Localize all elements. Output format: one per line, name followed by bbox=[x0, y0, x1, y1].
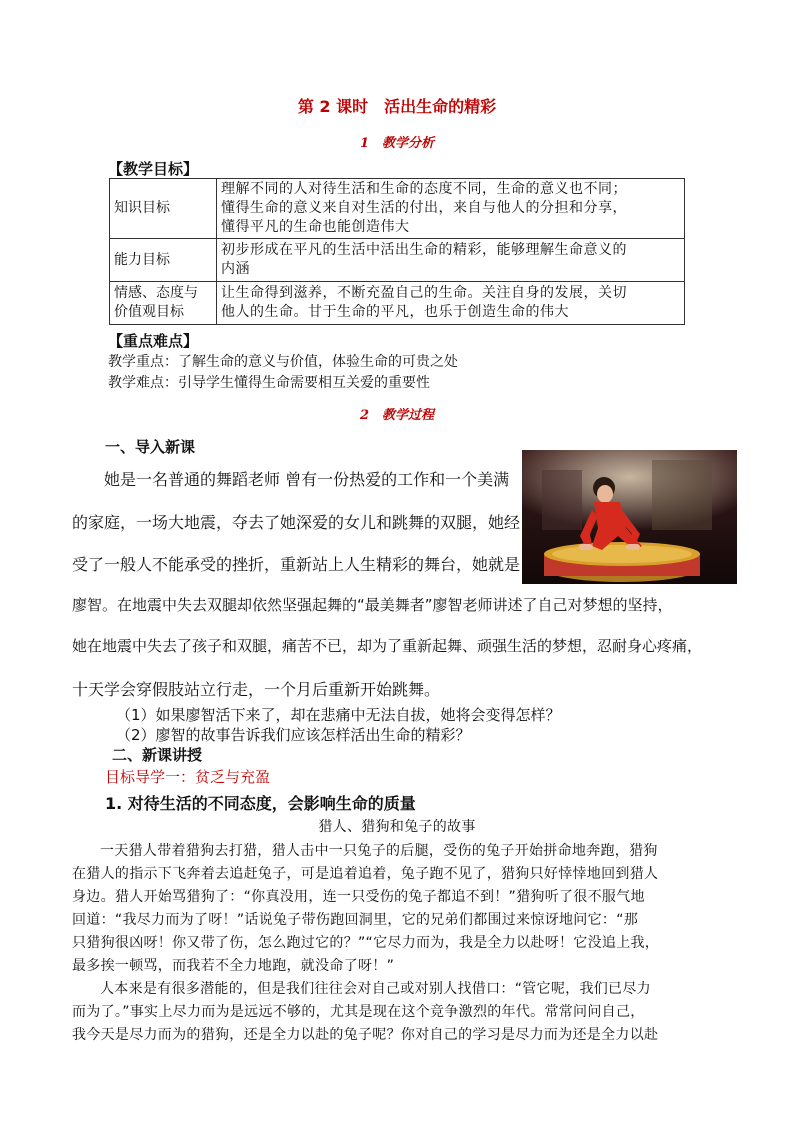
objectives-table bbox=[109, 178, 685, 325]
table-row bbox=[110, 179, 685, 239]
intro-heading: 一、导入新课 bbox=[105, 438, 196, 456]
objective-key bbox=[110, 282, 217, 325]
objective-line: 让生命得到滋养，不断充盈自己的生命。关注自身的发展，关切 bbox=[221, 285, 627, 301]
story-line: 在猎人的指示下飞奔着去追赶兔子，可是追着追着，兔子跑不见了，猎狗只好悻悻地回到猎人 bbox=[72, 866, 659, 882]
lesson-title: 第 2 课时 活出生命的精彩 bbox=[297, 97, 497, 116]
intro-paragraph-line: 她在地震中失去了孩子和双腿，痛苦不已，却为了重新起舞、顽强生活的梦想，忍耐身心疼痛， bbox=[72, 637, 703, 655]
objective-key: 能力目标 bbox=[110, 239, 217, 282]
intro-paragraph-line: 她是一名普通的舞蹈老师 曾有一份热爱的工作和一个美满 bbox=[104, 470, 510, 489]
objective-line: 懂得平凡的生命也能创造伟大 bbox=[221, 219, 410, 235]
story-line: 一天猎人带着猎狗去打猎，猎人击中一只兔子的后腿，受伤的兔子开始拼命地奔跑，猎狗 bbox=[100, 843, 658, 859]
objective-value bbox=[217, 282, 685, 325]
story-line: 而为了。”事实上尽力而为是远远不够的，尤其是现在这个竞争激烈的年代。常常问问自己， bbox=[72, 1004, 645, 1020]
goal-heading: 目标导学一：贫乏与充盈 bbox=[105, 768, 271, 786]
story-line: 我今天是尽力而为的猎狗，还是全力以赴的兔子呢？你对自己的学习是尽力而为还是全力以赴 bbox=[72, 1027, 659, 1043]
objective-line: 初步形成在平凡的生活中活出生命的精彩，能够理解生命意义的 bbox=[221, 242, 627, 258]
intro-paragraph-line: 廖智。在地震中失去双腿却依然坚强起舞的“最美舞者”廖智老师讲述了自己对梦想的坚持， bbox=[72, 596, 673, 614]
objective-line: 他人的生命。甘于生命的平凡，也乐于创造生命的伟大 bbox=[221, 304, 569, 320]
question-line: （2）廖智的故事告诉我们应该怎样活出生命的精彩？ bbox=[116, 726, 471, 744]
key-points-heading: 【重点难点】 bbox=[108, 332, 199, 350]
objective-line: 懂得生命的意义来自对生活的付出，来自与他人的分担和分享， bbox=[221, 200, 627, 216]
dancer-photo bbox=[522, 450, 737, 584]
objectives-heading: 【教学目标】 bbox=[108, 160, 199, 178]
story-line: 回道：“我尽力而为了呀！”话说兔子带伤跑回洞里，它的兄弟们都围过来惊讶地问它：“那 bbox=[72, 912, 639, 928]
section-heading-analysis: 1 教学分析 bbox=[359, 136, 435, 151]
teaching-focus: 教学重点：了解生命的意义与价值，体验生命的可贵之处 bbox=[108, 354, 458, 370]
story-title: 猎人、猎狗和兔子的故事 bbox=[318, 819, 476, 835]
table-row bbox=[110, 239, 685, 282]
intro-paragraph-line: 十天学会穿假肢站立行走，一个月后重新开始跳舞。 bbox=[72, 680, 441, 699]
table-row bbox=[110, 282, 685, 325]
teaching-difficulty: 教学难点：引导学生懂得生命需要相互关爱的重要性 bbox=[108, 375, 430, 391]
new-lesson-heading: 二、新课讲授 bbox=[112, 746, 203, 764]
intro-paragraph-line: 的家庭，一场大地震，夺去了她深爱的女儿和跳舞的双腿，她经 bbox=[72, 513, 521, 532]
section-heading-process: 2 教学过程 bbox=[359, 408, 435, 423]
intro-paragraph-line: 受了一般人不能承受的挫折，重新站上人生精彩的舞台，她就是 bbox=[72, 555, 521, 574]
story-line: 最多挨一顿骂，而我若不全力地跑，就没命了呀！” bbox=[72, 958, 395, 974]
objective-key-line: 价值观目标 bbox=[114, 304, 184, 320]
objective-value bbox=[217, 239, 685, 282]
story-line: 只猎狗很凶呀！你又带了伤，怎么跑过它的？”“它尽力而为，我是全力以赴呀！它没追上我， bbox=[72, 935, 660, 951]
subheading-attitude: 1. 对待生活的不同态度，会影响生命的质量 bbox=[105, 794, 416, 813]
question-line: （1）如果廖智活下来了，却在悲痛中无法自拔，她将会变得怎样？ bbox=[116, 706, 561, 724]
dancer-image bbox=[522, 450, 737, 584]
objective-line: 内涵 bbox=[221, 261, 250, 277]
objective-key: 知识目标 bbox=[110, 179, 217, 239]
story-line: 人本来是有很多潜能的，但是我们往往会对自己或对别人找借口：“管它呢，我们已尽力 bbox=[100, 981, 651, 997]
objective-line: 理解不同的人对待生活和生命的态度不同，生命的意义也不同； bbox=[221, 181, 627, 197]
objective-value bbox=[217, 179, 685, 239]
story-line: 身边。猎人开始骂猎狗了：“你真没用，连一只受伤的兔子都追不到！”猎狗听了很不服气地 bbox=[72, 889, 645, 905]
objective-key-line: 情感、态度与 bbox=[114, 285, 198, 301]
